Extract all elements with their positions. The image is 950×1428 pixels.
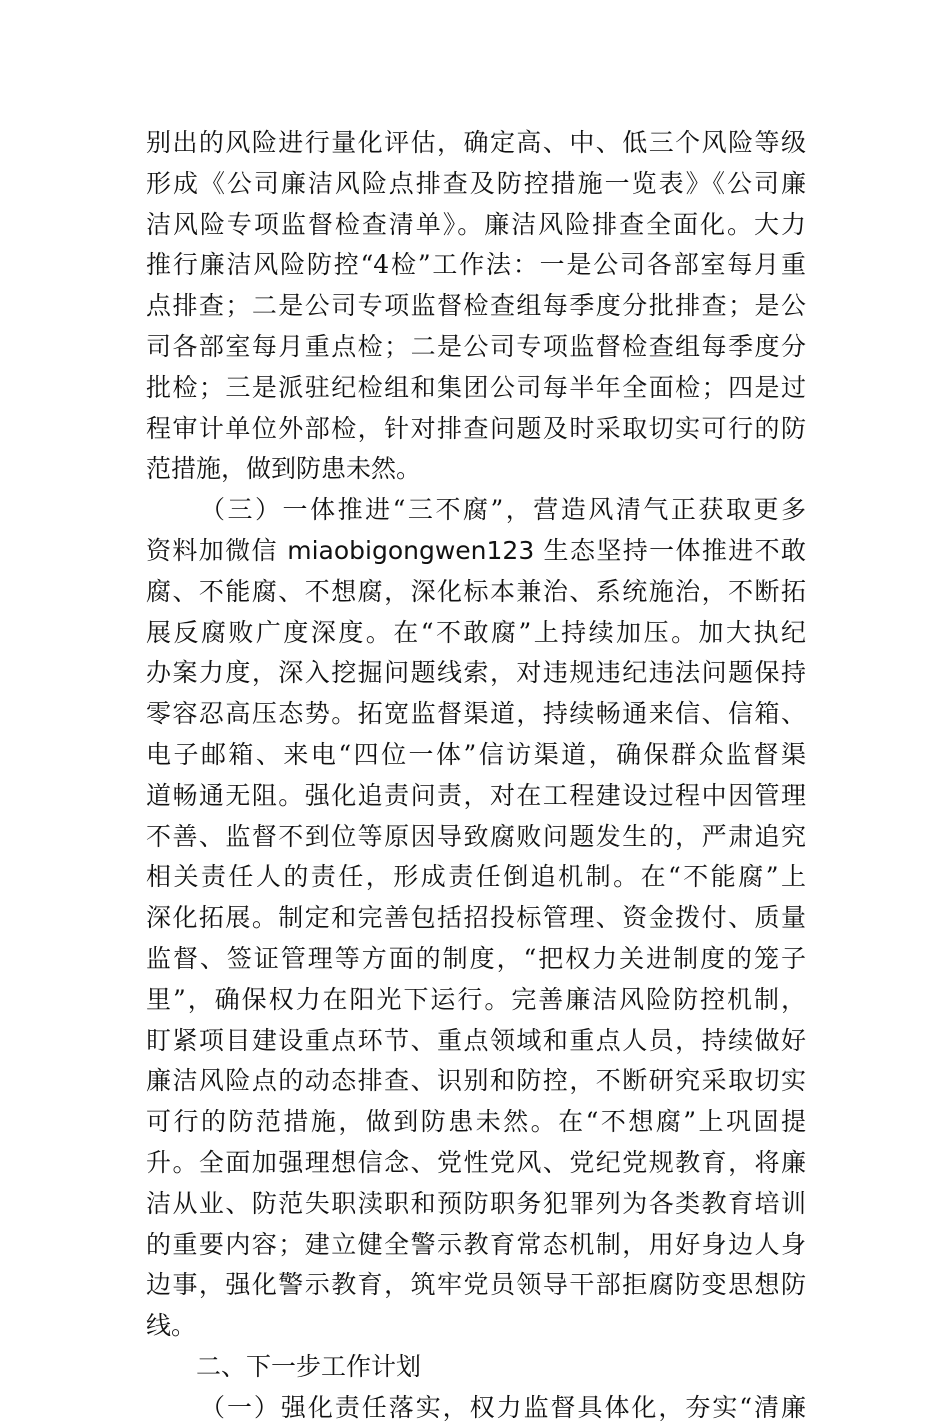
paragraph-line: 深化拓展。制定和完善包括招投标管理、资金拨付、质量 xyxy=(146,903,806,932)
paragraph-line: 程审计单位外部检，针对排查问题及时采取切实可行的防 xyxy=(146,414,806,443)
paragraph-line: 不善、监督不到位等原因导致腐败问题发生的，严肃追究 xyxy=(146,822,806,851)
paragraph-text: 生态坚持一体推进不敢 xyxy=(534,536,806,565)
paragraph-line: 别出的风险进行量化评估，确定高、中、低三个风险等级 xyxy=(146,128,806,157)
paragraph-line: 里”，确保权力在阳光下运行。完善廉洁风险防控机制， xyxy=(146,985,806,1014)
paragraph-line: 洁从业、防范失职渎职和预防职务犯罪列为各类教育培训 xyxy=(146,1189,806,1218)
paragraph-line: 的重要内容；建立健全警示教育常态机制，用好身边人身 xyxy=(146,1230,806,1259)
paragraph-line: 电子邮箱、来电“四位一体”信访渠道，确保群众监督渠 xyxy=(146,740,806,769)
paragraph-line: 可行的防范措施，做到防患未然。在“不想腐”上巩固提 xyxy=(146,1107,806,1136)
section-heading-text: （三）一体推进“三不腐”，营造风清气正 xyxy=(200,495,699,524)
subsection-heading-line: （一）强化责任落实，权力监督具体化，夯实“清廉 xyxy=(200,1393,806,1422)
paragraph-line: 监督、签证管理等方面的制度，“把权力关进制度的笼子 xyxy=(146,944,806,973)
paragraph-line: 办案力度，深入挖掘问题线索，对违规违纪违法问题保持 xyxy=(146,658,806,687)
paragraph-line: 边事，强化警示教育，筑牢党员领导干部拒腐防变思想防 xyxy=(146,1270,806,1299)
paragraph-line: 盯紧项目建设重点环节、重点领域和重点人员，持续做好 xyxy=(146,1026,806,1055)
promo-text: 获取更多 xyxy=(698,495,806,524)
paragraph-line: 推行廉洁风险防控“4检”工作法：一是公司各部室每月重 xyxy=(146,250,806,279)
paragraph-line: 形成《公司廉洁风险点排查及防控措施一览表》《公司廉 xyxy=(146,169,806,198)
paragraph-line: 点排查；二是公司专项监督检查组每季度分批排查；是公 xyxy=(146,291,806,320)
paragraph-line: 批检；三是派驻纪检组和集团公司每半年全面检；四是过 xyxy=(146,373,806,402)
paragraph-line: 线。 xyxy=(146,1311,197,1340)
section-title: 二、下一步工作计划 xyxy=(196,1352,422,1381)
section-heading-line xyxy=(200,490,806,530)
promo-wechat-text: 资料加微信 miaobigongwen123 xyxy=(146,536,535,565)
paragraph-line: 升。全面加强理想信念、党性党风、党纪党规教育，将廉 xyxy=(146,1148,806,1177)
paragraph-line xyxy=(146,531,806,571)
paragraph-line: 廉洁风险点的动态排查、识别和防控，不断研究采取切实 xyxy=(146,1066,806,1095)
paragraph-line: 展反腐败广度深度。在“不敢腐”上持续加压。加大执纪 xyxy=(146,618,806,647)
paragraph-line: 洁风险专项监督检查清单》。廉洁风险排查全面化。大力 xyxy=(146,210,806,239)
paragraph-line: 零容忍高压态势。拓宽监督渠道，持续畅通来信、信箱、 xyxy=(146,699,806,728)
paragraph-line: 相关责任人的责任，形成责任倒追机制。在“不能腐”上 xyxy=(146,862,806,891)
paragraph-line: 腐、不能腐、不想腐，深化标本兼治、系统施治，不断拓 xyxy=(146,577,806,606)
paragraph-line: 范措施，做到防患未然。 xyxy=(146,454,422,483)
paragraph-line: 道畅通无阻。强化追责问责，对在工程建设过程中因管理 xyxy=(146,781,806,810)
paragraph-line: 司各部室每月重点检；二是公司专项监督检查组每季度分 xyxy=(146,332,806,361)
